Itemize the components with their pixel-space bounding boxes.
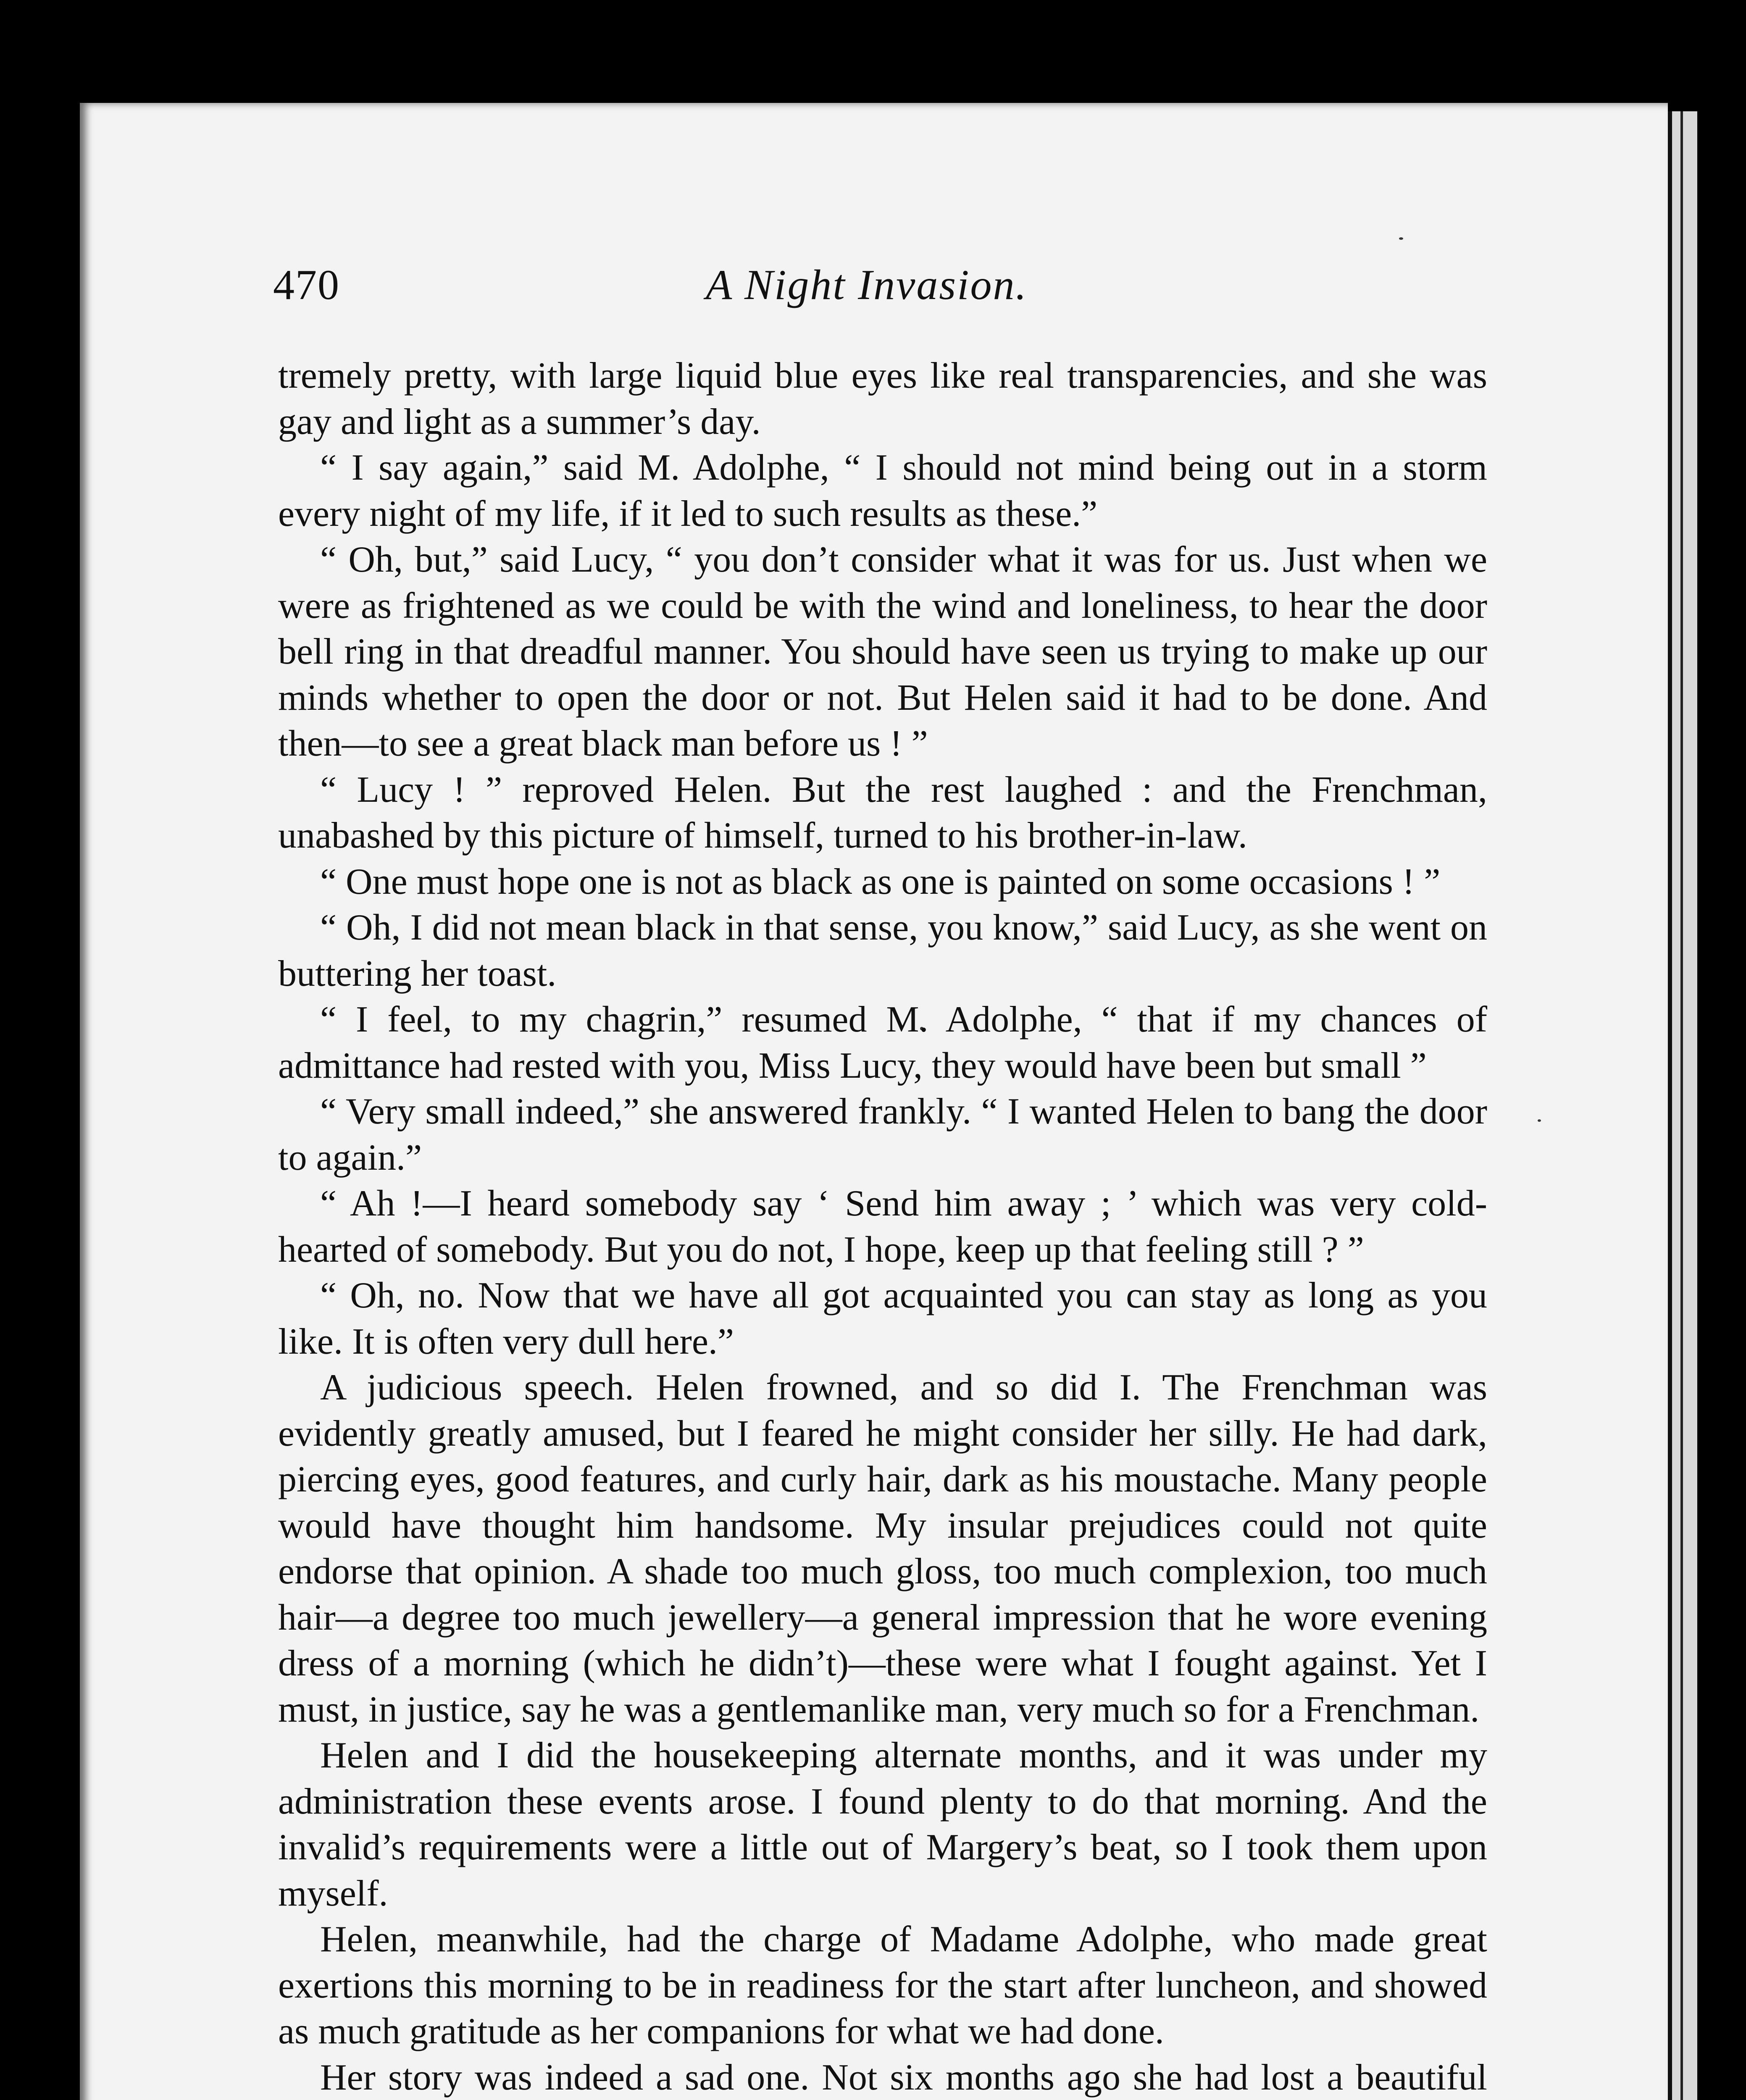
paragraph: “ Ah !—I heard somebody say ‘ Send him away ; ’ which was very cold-hearted of somebody. But you do not, I hope, keep up that feeling still ? ” [278, 1183, 1487, 1270]
paragraph: Helen and I did the housekeeping alternate months, and it was under my administration these events arose. I found plenty to do that morning. And the invalid’s requirements were a little out of Margery’s beat, so I took them upon myself. [278, 1735, 1487, 1914]
paper-speck [1399, 237, 1403, 240]
paragraph: “ Lucy ! ” reproved Helen. But the rest laughed : and the Frenchman, unabashed by this picture of himself, turned to his brother-in-law. [278, 769, 1487, 856]
body-text [278, 353, 1487, 2100]
paper-speck [1538, 1119, 1541, 1122]
paragraph: “ Very small indeed,” she answered frankly. “ I wanted Helen to bang the door to again.” [278, 1091, 1487, 1178]
paragraph: “ Oh, I did not mean black in that sense, you know,” said Lucy, as she went on buttering her toast. [278, 907, 1487, 994]
page-header [273, 260, 1491, 319]
next-page-edge [1668, 111, 1697, 2100]
page-number: 470 [273, 261, 340, 309]
running-title: A Night Invasion. [706, 261, 1028, 309]
paragraph: “ Oh, no. Now that we have all got acquainted you can stay as long as you like. It is often very dull here.” [278, 1275, 1487, 1362]
paragraph: “ Oh, but,” said Lucy, “ you don’t consider what it was for us. Just when we were as frightened as we could be with the wind and loneliness, to hear the door bell ring in that dreadful manner. You should have seen us trying to make up our minds whether to open the door or not. But Helen said it had to be done. And then—to see a great black man before us ! ” [278, 539, 1487, 764]
paragraph: Helen, meanwhile, had the charge of Madame Adolphe, who made great exertions this morning to be in readiness for the start after luncheon, and showed as much gratitude as her companions for what we had done. [278, 1919, 1487, 2052]
paragraph: Her story was indeed a sad one. Not six months ago she had lost a beautiful [320, 2057, 1487, 2098]
paragraph: tremely pretty, with large liquid blue eyes like real transparencies, and she was gay and light as a summer’s day. [278, 355, 1487, 442]
paragraph: A judicious speech. Helen frowned, and so did I. The Frenchman was evidently greatly amused, but I feared he might consider her silly. He had dark, piercing eyes, good features, and curly hair, dark as his moustache. Many people would have thought him handsome. My insular prejudices could not quite endorse that opinion. A shade too much gloss, too much complexion, too much hair—a degree too much jewellery—a general impression that he wore evening dress of a morning (which he didn’t)—these were what I fought against. Yet I must, in justice, say he was a gentlemanlike man, very much so for a Frenchman. [278, 1367, 1487, 1730]
paragraph: “ I say again,” said M. Adolphe, “ I should not mind being out in a storm every night of my life, if it led to such results as these.” [278, 447, 1487, 534]
paragraph: “ One must hope one is not as black as one is painted on some occasions ! ” [320, 861, 1441, 902]
paragraph: “ I feel, to my chagrin,” resumed M. Adolphe, “ that if my chances of admittance had rested with you, Miss Lucy, they would have been but small ” [278, 999, 1487, 1086]
